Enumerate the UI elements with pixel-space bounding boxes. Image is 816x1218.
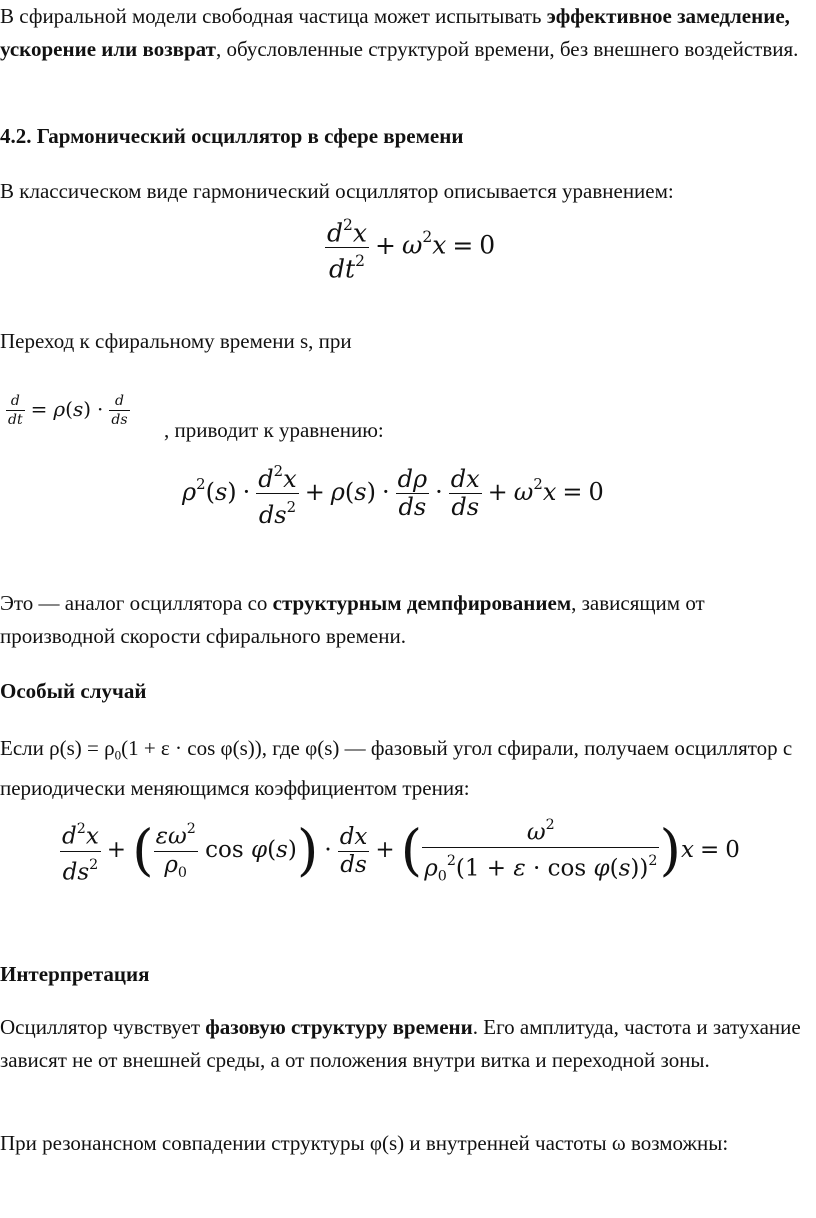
equation-spiral-oscillator: $\rho^2(s)$ · $\frac{d^2x}{ds^2}$ + ρ(s) · $\frac{d\rho}{ds}$ · $\frac{dx}{ds}$ + $\omega^2x = 0$ [182, 458, 604, 529]
paragraph-special-case [0, 732, 812, 805]
paragraph-damping [0, 587, 812, 653]
special-text-2: (1 + ε · cos φ(s)), где φ(s) — фазовый угол сфирали, получаем осциллятор с периодически меняющимся коэффициентом трения: [0, 736, 793, 800]
damping-text-2: , зависящим от производной скорости сфирального времени. [0, 591, 705, 648]
paragraph-transition: Переход к сфиральному времени s, при [0, 329, 352, 353]
special-subscript: 0 [114, 747, 122, 763]
paragraph-interpretation [0, 1011, 812, 1077]
damping-text-1: Это — аналог осциллятора со [0, 591, 273, 615]
heading-special-case: Особый случай [0, 679, 147, 703]
paragraph-classic-oscillator: В классическом виде гармонический осциллятор описывается уравнением: [0, 179, 674, 203]
intro-bold-text: эффективное замедление, ускорение или возврат [0, 4, 790, 61]
special-text-1: Если ρ(s) = ρ [0, 736, 115, 760]
paragraph-resonance: При резонансном совпадении структуры φ(s) и внутренней частоты ω возможны: [0, 1131, 729, 1155]
interpretation-text-2: . Его амплитуда, частота и затухание зависят не от внешней среды, а от положения внутри витка и переходной зоны. [0, 1015, 801, 1072]
fraction-d2x-dt2: $\frac{d^2x}{dt^2}$ [325, 212, 369, 282]
interpretation-text-1: Осциллятор чувствует [0, 1015, 206, 1039]
damping-bold-text: структурным демпфированием [272, 591, 572, 615]
equation-time-substitution: $\frac{d}{dt}$ = ρ(s) · $\frac{d}{ds}$ [8, 393, 128, 428]
interpretation-bold-text: фазовую структуру времени [205, 1015, 473, 1039]
intro-text-1: В сфиральной модели свободная частица может испытывать [0, 4, 547, 28]
paragraph-intro [0, 0, 812, 66]
equation-periodic-friction: $\frac{d^2x}{ds^2}$ + ( $\frac{\varepsilon\omega^2}{\rho_0}$ cos φ(s)) · $\frac{dx}{ds}$ + ( $\frac{\omega^2}{\rho_0^2(1 + \varepsilon \cdot \cos \varphi(s))^2}$ )x = 0 [60, 812, 740, 890]
intro-text-2: , обусловленные структурой времени, без внешнего воздействия. [215, 37, 799, 61]
section-heading-4-2: 4.2. Гармонический осциллятор в сфере времени [0, 124, 464, 148]
paragraph-leads-to: , приводит к уравнению: [164, 418, 384, 442]
equation-classic-oscillator: $\frac{d^2x}{dt^2}$ + $\omega^2x = 0$ [325, 212, 495, 282]
heading-interpretation: Интерпретация [0, 962, 150, 986]
